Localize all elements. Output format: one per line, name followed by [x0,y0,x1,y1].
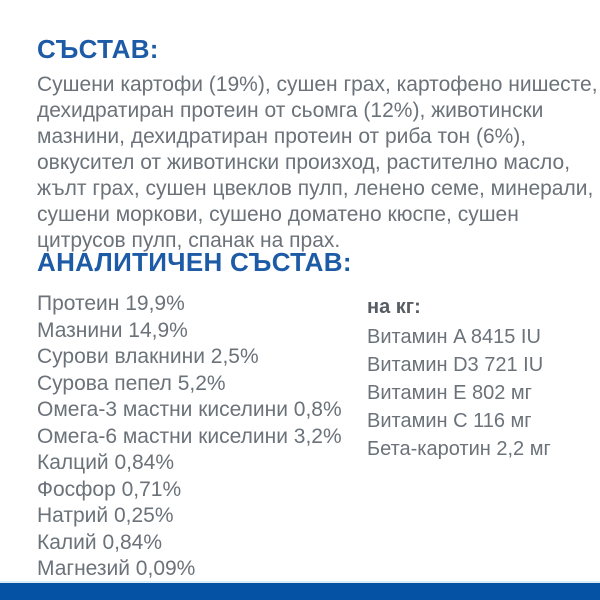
nutrient-item: Фосфор 0,71% [37,477,182,501]
ingredients-line: дехидратиран протеин от сьомга (12%), животински [37,99,544,122]
nutrient-item: Омега-3 мастни киселини 0,8% [37,398,342,421]
bottom-accent-bar [0,581,600,600]
nutrient-item: Протеин 19,9% [37,292,185,315]
ingredients-line: сушени моркови, сушено доматено кюспе, сушен [37,203,519,226]
nutrients-list [37,291,342,583]
nutrient-item: Омега-6 мастни киселини 3,2% [37,424,342,448]
vitamins-column [367,293,551,463]
vitamin-item: Витамин D3 721 IU [367,354,544,376]
analysis-heading: АНАЛИТИЧЕН СЪСТАВ: [37,247,352,277]
vitamins-list [367,323,551,463]
nutrient-item: Мазнини 14,9% [37,318,188,342]
nutrient-item: Калий 0,84% [37,530,163,554]
ingredients-line: Сушени картофи (19%), сушен грах, картофено нишесте, [37,73,598,96]
vitamin-item: Витамин E 802 мг [367,382,532,404]
per-kg-label: на кг: [367,296,421,318]
nutrient-item: Магнезий 0,09% [37,557,196,580]
ingredients-line: мазнини, дехидратиран протеин от риба тон (6%), [37,125,527,148]
ingredients-line: овкусител от животински произход, растително масло, [37,151,571,174]
vitamin-item: Витамин A 8415 IU [367,326,541,348]
nutrient-item: Сурова пепел 5,2% [37,371,226,395]
nutrient-item: Калций 0,84% [37,451,175,474]
composition-heading: СЪСТАВ: [37,34,159,64]
nutrient-item: Сурови влакнини 2,5% [37,345,259,368]
vitamin-item: Витамин C 116 мг [367,410,532,432]
ingredients-line: цитрусов пулп, спанак на прах. [37,229,341,252]
vitamin-item: Бета-каротин 2,2 мг [367,438,551,460]
nutrient-item: Натрий 0,25% [37,504,174,527]
ingredients-line: жълт грах, сушен цвеклов пулп, ленено семе, минерали, [37,177,594,200]
ingredients-paragraph [37,72,598,254]
